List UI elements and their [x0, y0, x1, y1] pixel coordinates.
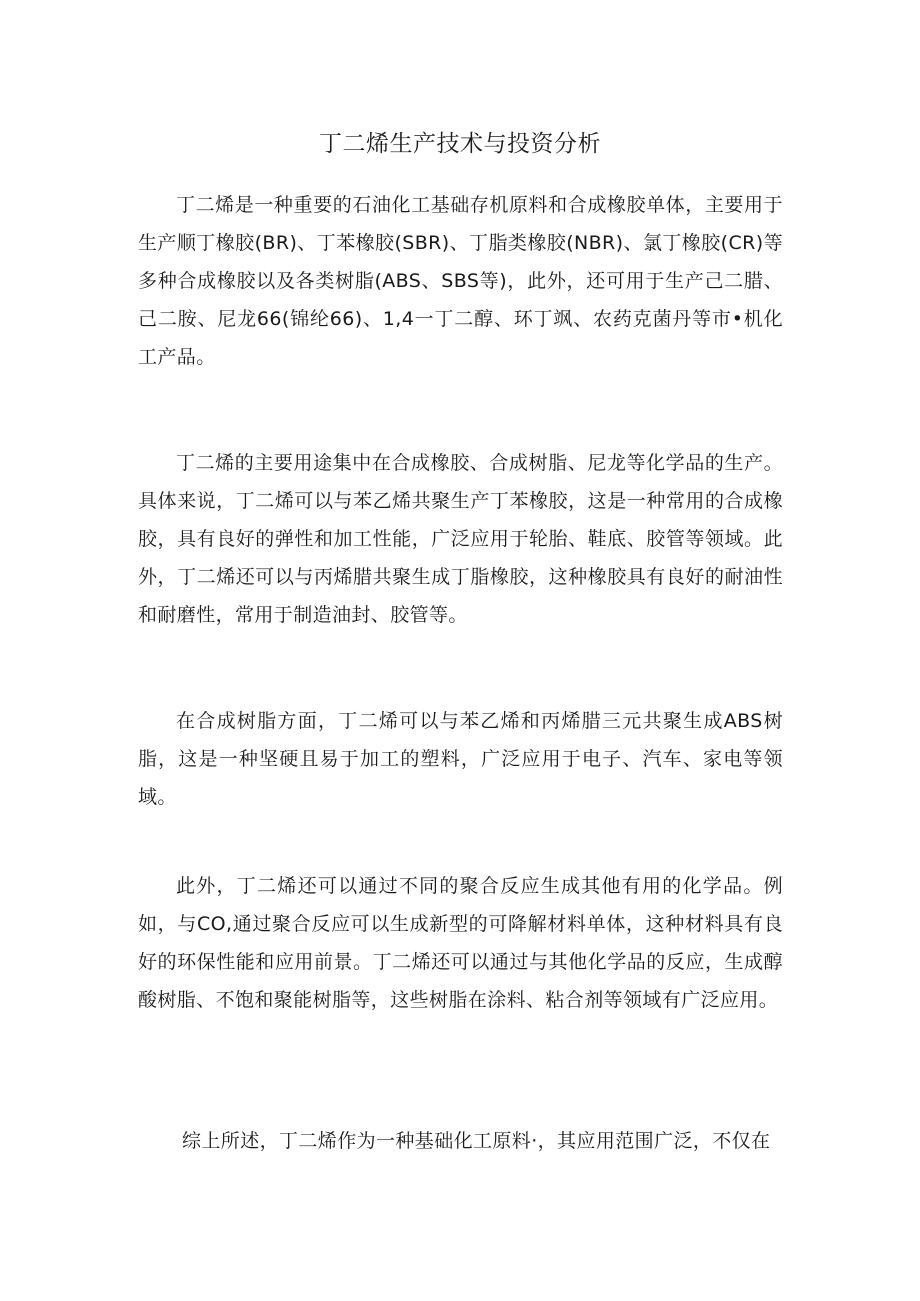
- paragraph-main-uses: 丁二烯的主要用途集中在合成橡胶、合成树脂、尼龙等化学品的生产。具体来说，丁二烯可以与苯乙烯共聚生产丁苯橡胶，这是一种常用的合成橡胶，具有良好的弹性和加工性能，广泛应用于轮胎、鞋底、胶管等领域。此外，丁二烯还可以与丙烯腊共聚生成丁脂橡胶，这种橡胶具有良好的耐油性和耐磨性，常用于制造油封、胶管等。: [138, 452, 783, 626]
- paragraph-summary: 综上所述，丁二烯作为一种基础化工原料·，其应用范围广泛，不仅在: [182, 1130, 771, 1152]
- document-title: 丁二烯生产技术与投资分析: [319, 131, 601, 157]
- paragraph-intro: 丁二烯是一种重要的石油化工基础存机原料和合成橡胶单体，主要用于生产顺丁橡胶(BR)、丁苯橡胶(SBR)、丁脂类橡胶(NBR)、氯丁橡胶(CR)等多种合成橡胶以及各类树脂(ABS、SBS等)，此外，还可用于生产己二腊、己二胺、尼龙66(锦纶66)、1,4一丁二醇、环丁飒、农药克菌丹等市•机化工产品。: [138, 194, 783, 368]
- paragraph-other-chemicals: 此外，丁二烯还可以通过不同的聚合反应生成其他有用的化学品。例如，与CO,通过聚合反应可以生成新型的可降解材料单体，这种材料具有良好的环保性能和应用前景。丁二烯还可以通过与其他化学品的反应，生成醇酸树脂、不饱和聚能树脂等，这些树脂在涂料、粘合剂等领域有广泛应用。: [138, 875, 783, 1011]
- paragraph-synthetic-resin: 在合成树脂方面，丁二烯可以与苯乙烯和丙烯腊三元共聚生成ABS树脂，这是一种坚硬且易于加工的塑料，广泛应用于电子、汽车、家电等领域。: [138, 710, 783, 808]
